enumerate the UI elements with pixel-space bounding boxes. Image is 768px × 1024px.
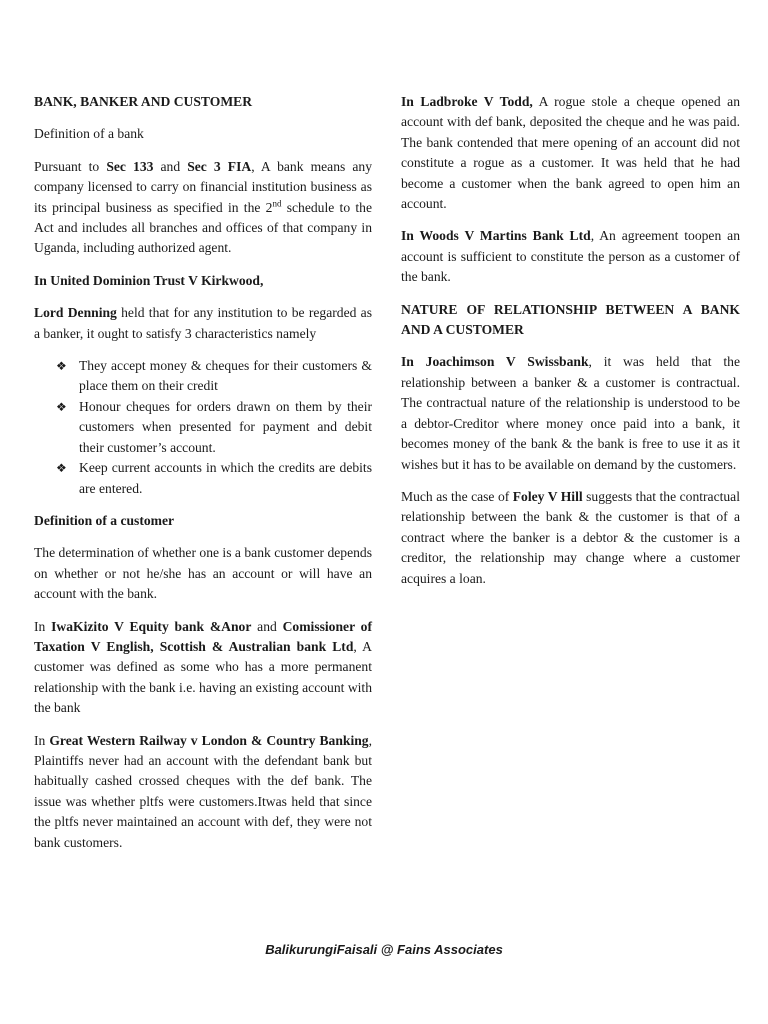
bank-definition-paragraph: Pursuant to Sec 133 and Sec 3 FIA, A bank means any company licensed to carry on financial institution business as its principal business as specified in the 2nd schedule to the Act and includes all branches and offices of that company in Uganda, including authorized agent.	[34, 158, 373, 256]
iwakizito-case-paragraph: In IwaKizito V Equity bank &Anor and Comissioner of Taxation V English, Scottish & Australian bank Ltd, A customer was defined as some who has a more permanent relationship with the bank i.e. having an existing account with the bank	[34, 618, 372, 716]
diamond-bullet-icon: ❖	[56, 461, 67, 476]
relationship-heading: NATURE OF RELATIONSHIP BETWEEN A BANK AND A CUSTOMER	[401, 301, 740, 338]
lord-denning-paragraph: Lord Denning held that for any institution to be regarded as a banker, it ought to satisfy 3 characteristics namely	[34, 305, 372, 341]
foley-case-paragraph: Much as the case of Foley V Hill suggests that the contractual relationship between the bank & the customer is that of a contract where the banker is a debtor & the customer is a creditor, the relationship may change where a customer acquires a loan.	[401, 488, 740, 586]
joachimson-case-paragraph: In Joachimson V Swissbank, it was held that the relationship between a banker & a customer is contractual. The contractual nature of the relationship is understood to be a debtor-Creditor where money once paid into a bank, it becomes money of the bank & the bank is free to use it as it wishes but it has to be available on demand by the customers.	[401, 354, 740, 472]
diamond-bullet-icon: ❖	[56, 399, 67, 414]
definition-of-bank-heading: Definition of a bank	[34, 126, 144, 142]
case-heading-united-dominion: In United Dominion Trust V Kirkwood,	[34, 272, 264, 288]
list-item: ❖ Honour cheques for orders drawn on them by their customers when presented for payment and debit their customer’s account.	[56, 398, 372, 455]
customer-determination-paragraph: The determination of whether one is a bank customer depends on whether or not he/she has an account or will have an account with the bank.	[34, 545, 372, 602]
list-item: ❖ They accept money & cheques for their customers & place them on their credit	[56, 358, 372, 394]
diamond-bullet-icon: ❖	[56, 359, 67, 374]
page-footer: BalikurungiFaisali @ Fains Associates	[265, 942, 503, 957]
left-column	[34, 92, 372, 865]
great-western-case-paragraph: In Great Western Railway v London & Country Banking, Plaintiffs never had an account with the defendant bank but habitually cashed crossed cheques with the def bank. The issue was whether pltfs were customers.Itwas held that since the pltfs never maintained an account with def, they were not bank customers.	[34, 732, 372, 850]
section-title: BANK, BANKER AND CUSTOMER	[34, 94, 253, 109]
ladbroke-case-paragraph: In Ladbroke V Todd, A rogue stole a cheque opened an account with def bank, deposited the cheque and he was paid. The bank contended that mere opening of an account did not constitute a rogue as a customer. It was held that he had become a customer when the bank agreed to open him an account.	[401, 94, 740, 212]
woods-case-paragraph: In Woods V Martins Bank Ltd, An agreement toopen an account is sufficient to constitute the person as a customer of the bank.	[401, 228, 740, 285]
characteristics-list	[34, 356, 372, 499]
list-item: ❖ Keep current accounts in which the credits are debits are entered.	[56, 460, 372, 496]
right-column	[401, 92, 740, 601]
definition-of-customer-heading: Definition of a customer	[34, 512, 175, 528]
